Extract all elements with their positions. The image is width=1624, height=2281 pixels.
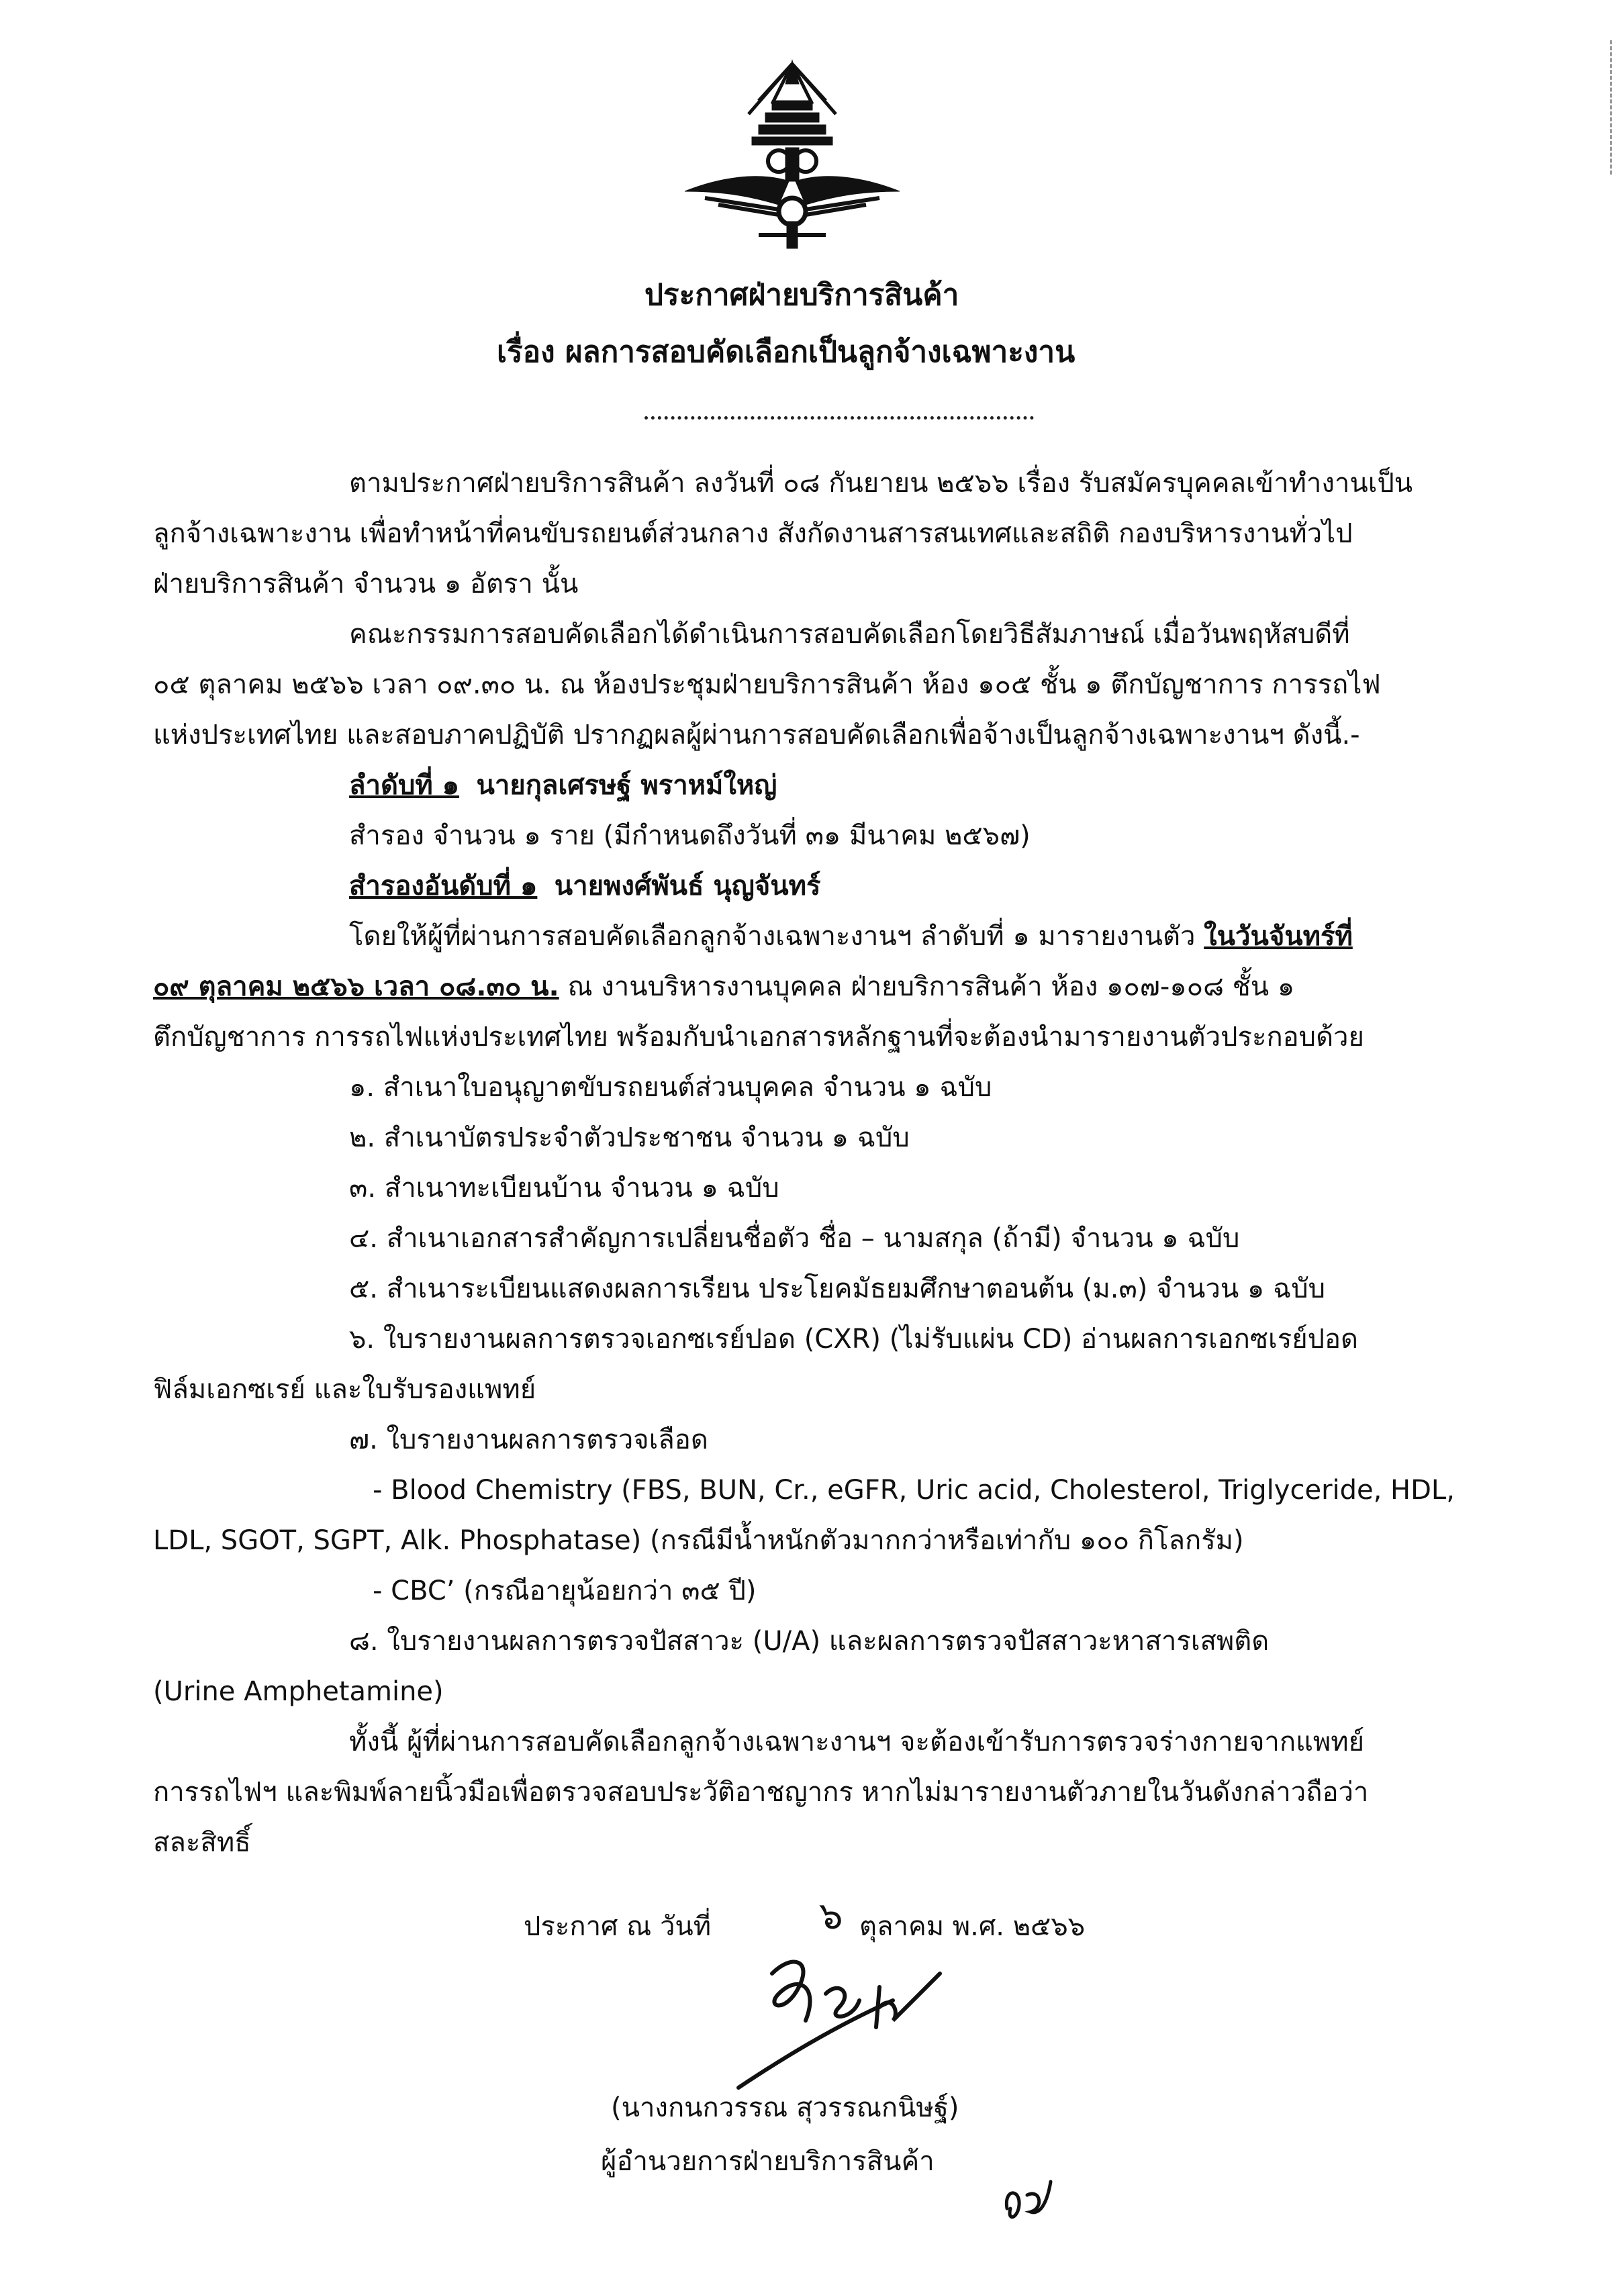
paragraph-3-line-1-text: โดยให้ผู้ที่ผ่านการสอบคัดเลือกลูกจ้างเฉพาะงานฯ ลำดับที่ ๑ มารายงานตัว <box>349 921 1196 952</box>
announce-date-prefix: ประกาศ ณ วันที่ <box>524 1911 712 1942</box>
rank-1-label: ลำดับที่ ๑ <box>349 770 460 801</box>
signer-title: ผู้อำนวยการฝ่ายบริการสินค้า <box>601 2146 935 2177</box>
paragraph-1-line-1: ตามประกาศฝ่ายบริการสินค้า ลงวันที่ ๐๘ กันยายน ๒๕๖๖ เรื่อง รับสมัครบุคคลเข้าทำงานเป็น <box>349 468 1413 499</box>
document-subject: เรื่อง ผลการสอบคัดเลือกเป็นลูกจ้างเฉพาะงาน <box>497 335 1076 369</box>
signer-name: (นางกนกวรรณ สุวรรณกนิษฐ์) <box>611 2092 959 2123</box>
handwritten-signature <box>725 1947 1007 2094</box>
doc-item-1: ๑. สำเนาใบอนุญาตขับรถยนต์ส่วนบุคคล จำนวน ๑ ฉบับ <box>349 1072 992 1103</box>
announce-day-handwritten: ๖ <box>819 1894 843 1938</box>
doc-item-7-b: - CBC’ (กรณีอายุน้อยกว่า ๓๕ ปี) <box>373 1575 757 1606</box>
paragraph-1-line-2: ลูกจ้างเฉพาะงาน เพื่อทำหน้าที่คนขับรถยนต์ส่วนกลาง สังกัดงานสารสนเทศและสถิติ กองบริหารงานทั่วไป <box>153 518 1353 549</box>
report-date-part-1: ในวันจันทร์ที่ <box>1204 921 1353 952</box>
scan-edge-marks <box>1610 40 1624 175</box>
document-title: ประกาศฝ่ายบริการสินค้า <box>644 278 959 312</box>
doc-item-8-line-2: (Urine Amphetamine) <box>153 1676 444 1707</box>
handwritten-initials <box>1000 2168 1054 2229</box>
doc-item-6-line-1: ๖. ใบรายงานผลการตรวจเอกซเรย์ปอด (CXR) (ไม่รับแผ่น CD) อ่านผลการเอกซเรย์ปอด <box>349 1324 1359 1355</box>
paragraph-4-line-1: ทั้งนี้ ผู้ที่ผ่านการสอบคัดเลือกลูกจ้างเฉพาะงานฯ จะต้องเข้ารับการตรวจร่างกายจากแพทย์ <box>349 1727 1365 1757</box>
doc-item-6-line-2: ฟิล์มเอกซเรย์ และใบรับรองแพทย์ <box>153 1374 536 1405</box>
report-date-part-2: ๐๙ ตุลาคม ๒๕๖๖ เวลา ๐๘.๓๐ น. <box>153 971 559 1002</box>
paragraph-3-line-3: ตึกบัญชาการ การรถไฟแห่งประเทศไทย พร้อมกับนำเอกสารหลักฐานที่จะต้องนำมารายงานตัวประกอบด้วย <box>153 1022 1364 1053</box>
doc-item-7: ๗. ใบรายงานผลการตรวจเลือด <box>349 1424 708 1455</box>
reserve-note: สำรอง จำนวน ๑ ราย (มีกำหนดถึงวันที่ ๓๑ มีนาคม ๒๕๖๗) <box>349 820 1031 851</box>
paragraph-4-line-2: การรถไฟฯ และพิมพ์ลายนิ้วมือเพื่อตรวจสอบประวัติอาชญากร หากไม่มารายงานตัวภายในวันดังกล่าวถือว่า <box>153 1777 1369 1808</box>
rank-1-name: นายกุลเศรษฐ์ พราหม์ใหญ่ <box>476 770 777 801</box>
announce-date-suffix: ตุลาคม พ.ศ. ๒๕๖๖ <box>859 1911 1086 1942</box>
reserve-1-name: นายพงศ์พันธ์ นุญจันทร์ <box>554 871 821 902</box>
paragraph-1-line-3: ฝ่ายบริการสินค้า จำนวน ๑ อัตรา นั้น <box>153 569 579 599</box>
doc-item-8-line-1: ๘. ใบรายงานผลการตรวจปัสสาวะ (U/A) และผลการตรวจปัสสาวะหาสารเสพติด <box>349 1626 1270 1657</box>
doc-item-7-a-line-2: LDL, SGOT, SGPT, Alk. Phosphatase) (กรณีมีน้ำหนักตัวมากกว่าหรือเท่ากับ ๑๐๐ กิโลกรัม) <box>153 1525 1244 1556</box>
doc-item-7-a-line-1: - Blood Chemistry (FBS, BUN, Cr., eGFR, Uric acid, Cholesterol, Triglyceride, HDL, <box>373 1475 1455 1506</box>
doc-item-5: ๕. สำเนาระเบียนแสดงผลการเรียน ประโยคมัธยมศึกษาตอนต้น (ม.๓) จำนวน ๑ ฉบับ <box>349 1273 1326 1304</box>
paragraph-3-line-1 <box>349 916 1353 957</box>
paragraph-3-line-2 <box>153 967 1294 1007</box>
paragraph-2-line-1: คณะกรรมการสอบคัดเลือกได้ดำเนินการสอบคัดเลือกโดยวิธีสัมภาษณ์ เมื่อวันพฤหัสบดีที่ <box>349 619 1350 650</box>
paragraph-3-line-2-text: ณ งานบริหารงานบุคคล ฝ่ายบริการสินค้า ห้อง ๑๐๗-๑๐๘ ชั้น ๑ <box>567 971 1295 1002</box>
doc-item-2: ๒. สำเนาบัตรประจำตัวประชาชน จำนวน ๑ ฉบับ <box>349 1122 910 1153</box>
doc-item-3: ๓. สำเนาทะเบียนบ้าน จำนวน ๑ ฉบับ <box>349 1173 779 1204</box>
paragraph-4-line-3: สละสิทธิ์ <box>153 1827 251 1858</box>
reserve-1-label: สำรองอันดับที่ ๑ <box>349 871 538 902</box>
rank-1-row <box>349 765 777 806</box>
doc-item-4: ๔. สำเนาเอกสารสำคัญการเปลี่ยนชื่อตัว ชื่อ – นามสกุล (ถ้ามี) จำนวน ๑ ฉบับ <box>349 1223 1240 1254</box>
paragraph-2-line-3: แห่งประเทศไทย และสอบภาคปฏิบัติ ปรากฏผลผู้ผ่านการสอบคัดเลือกเพื่อจ้างเป็นลูกจ้างเฉพาะงานฯ ดังนี้.- <box>153 720 1360 750</box>
paragraph-2-line-2: ๐๕ ตุลาคม ๒๕๖๖ เวลา ๐๙.๓๐ น. ณ ห้องประชุมฝ่ายบริการสินค้า ห้อง ๑๐๕ ชั้น ๑ ตึกบัญชาการ การรถไฟ <box>153 669 1381 700</box>
title-divider <box>644 416 1034 420</box>
railway-emblem-logo <box>678 54 906 255</box>
reserve-1-row <box>349 866 820 906</box>
